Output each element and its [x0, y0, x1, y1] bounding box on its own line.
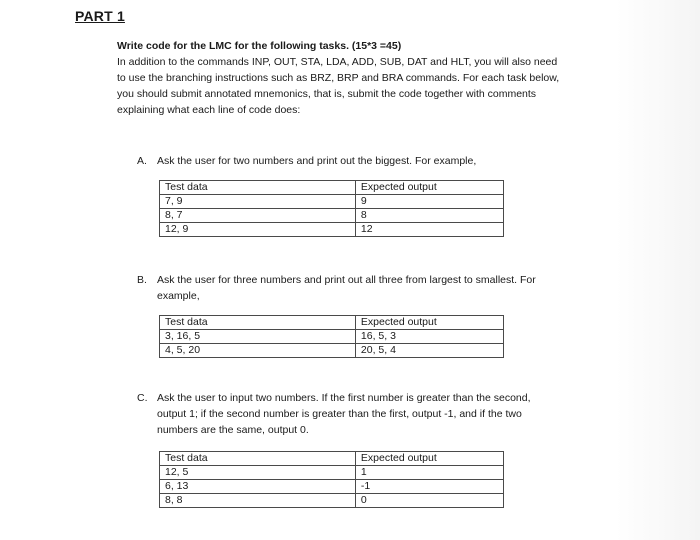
task-text: Ask the user for three numbers and print out all three from largest to smallest. For — [157, 274, 536, 286]
table-header-row — [160, 316, 504, 330]
task-c-table — [159, 451, 504, 508]
header-expected-output: Expected output — [355, 316, 503, 330]
expected-output-cell: 16, 5, 3 — [355, 330, 503, 344]
task-c — [137, 390, 607, 438]
task-text: Ask the user to input two numbers. If the first number is greater than the second, — [157, 392, 531, 404]
table-header-row — [160, 452, 504, 466]
header-expected-output: Expected output — [355, 181, 503, 195]
expected-output-cell: 12 — [355, 223, 503, 237]
expected-output-cell: 0 — [355, 494, 503, 508]
task-letter: A. — [137, 155, 147, 167]
table-row — [160, 330, 504, 344]
task-letter: B. — [137, 274, 147, 286]
test-data-cell: 8, 8 — [160, 494, 356, 508]
expected-output-cell: 20, 5, 4 — [355, 344, 503, 358]
table-row — [160, 480, 504, 494]
header-test-data: Test data — [160, 316, 356, 330]
expected-output-cell: 9 — [355, 195, 503, 209]
expected-output-cell: -1 — [355, 480, 503, 494]
intro-line: you should submit annotated mnemonics, that is, submit the code together with comments — [117, 88, 537, 100]
task-text: example, — [157, 290, 200, 302]
intro-line: to use the branching instructions such as BRZ, BRP and BRA commands. For each task below, — [117, 72, 560, 84]
part-title: PART 1 — [75, 8, 125, 24]
table-row — [160, 195, 504, 209]
task-b-table — [159, 315, 504, 358]
test-data-cell: 12, 5 — [160, 466, 356, 480]
test-data-cell: 4, 5, 20 — [160, 344, 356, 358]
table-row — [160, 494, 504, 508]
task-letter: C. — [137, 392, 148, 404]
expected-output-cell: 8 — [355, 209, 503, 223]
test-data-cell: 6, 13 — [160, 480, 356, 494]
test-data-cell: 12, 9 — [160, 223, 356, 237]
task-a — [137, 153, 607, 169]
table-header-row — [160, 181, 504, 195]
intro-line: explaining what each line of code does: — [117, 104, 301, 116]
table-row — [160, 209, 504, 223]
intro-line: In addition to the commands INP, OUT, STA, LDA, ADD, SUB, DAT and HLT, you will also need — [117, 56, 558, 68]
task-b — [137, 272, 607, 304]
header-test-data: Test data — [160, 452, 356, 466]
table-row — [160, 466, 504, 480]
intro-heading: Write code for the LMC for the following tasks. (15*3 =45) — [117, 40, 402, 52]
header-test-data: Test data — [160, 181, 356, 195]
header-expected-output: Expected output — [355, 452, 503, 466]
test-data-cell: 8, 7 — [160, 209, 356, 223]
table-row — [160, 344, 504, 358]
intro-paragraph — [117, 38, 617, 118]
table-row — [160, 223, 504, 237]
expected-output-cell: 1 — [355, 466, 503, 480]
task-text: output 1; if the second number is greater than the first, output -1, and if the two — [157, 408, 522, 420]
task-text: numbers are the same, output 0. — [157, 424, 309, 436]
test-data-cell: 3, 16, 5 — [160, 330, 356, 344]
task-a-table — [159, 180, 504, 237]
task-text: Ask the user for two numbers and print out the biggest. For example, — [157, 155, 477, 167]
test-data-cell: 7, 9 — [160, 195, 356, 209]
